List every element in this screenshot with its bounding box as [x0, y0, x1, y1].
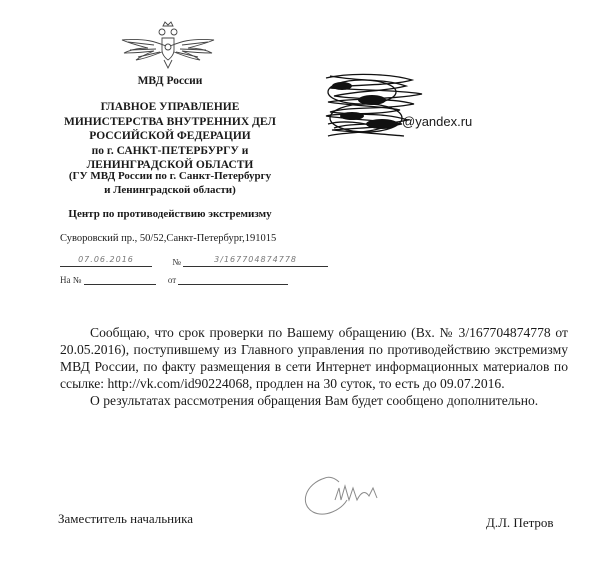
- org-line: ЛЕНИНГРАДСКОЙ ОБЛАСТИ: [86, 159, 254, 171]
- signatory-name: Д.Л. Петров: [486, 515, 554, 530]
- org-full-name: [40, 100, 300, 173]
- reference-number-label: На №: [60, 275, 82, 285]
- body-paragraph: О результатах рассмотрения обращения Вам будет сообщено дополнительно.: [90, 393, 539, 408]
- org-abbr-line: (ГУ МВД России по г. Санкт-Петербургу: [68, 170, 272, 182]
- org-address: Суворовский пр., 50/52,Санкт-Петербург,191015: [60, 233, 277, 244]
- department-name: Центр по противодействию экстремизму: [68, 208, 272, 220]
- letter-body: [60, 324, 568, 409]
- registration-line: [60, 254, 328, 267]
- number-handwritten: 3/167704874778: [214, 255, 298, 264]
- org-line: ГЛАВНОЕ УПРАВЛЕНИЕ: [100, 101, 240, 113]
- number-label: №: [172, 257, 181, 267]
- double-headed-eagle-emblem-icon: [118, 20, 218, 72]
- org-line: по г. САНКТ-ПЕТЕРБУРГУ и: [91, 144, 249, 157]
- signatory-title: Заместитель начальника: [58, 511, 193, 526]
- org-short-name: МВД России: [137, 75, 203, 87]
- body-paragraph: Сообщаю, что срок проверки по Вашему обращению (Вх. № 3/167704874778 от 20.05.2016), поступившему из Главного управления по противодействию экстремизму МВД России, по факту размещения в сети Интернет информационных материалов по ссылке: http://vk.com/id90224068, продлен на 30 суток, то есть до 09.07.2016.: [60, 325, 568, 391]
- reference-number-field: [84, 272, 156, 285]
- reference-date-field: [178, 272, 288, 285]
- date-field: [60, 254, 152, 267]
- org-abbr-line: и Ленинградской области): [104, 183, 236, 196]
- org-line: МИНИСТЕРСТВА ВНУТРЕННИХ ДЕЛ: [63, 115, 277, 128]
- reference-date-label: от: [167, 275, 177, 285]
- redaction-scribble: [322, 72, 482, 142]
- org-line: РОССИЙСКОЙ ФЕДЕРАЦИИ: [89, 130, 251, 142]
- date-handwritten: 07.06.2016: [78, 255, 134, 264]
- reference-line: [60, 272, 288, 285]
- recipient-email-suffix: @yandex.ru: [402, 114, 473, 129]
- number-field: [183, 254, 328, 267]
- org-abbreviation: [40, 170, 300, 197]
- handwritten-signature: [295, 470, 405, 520]
